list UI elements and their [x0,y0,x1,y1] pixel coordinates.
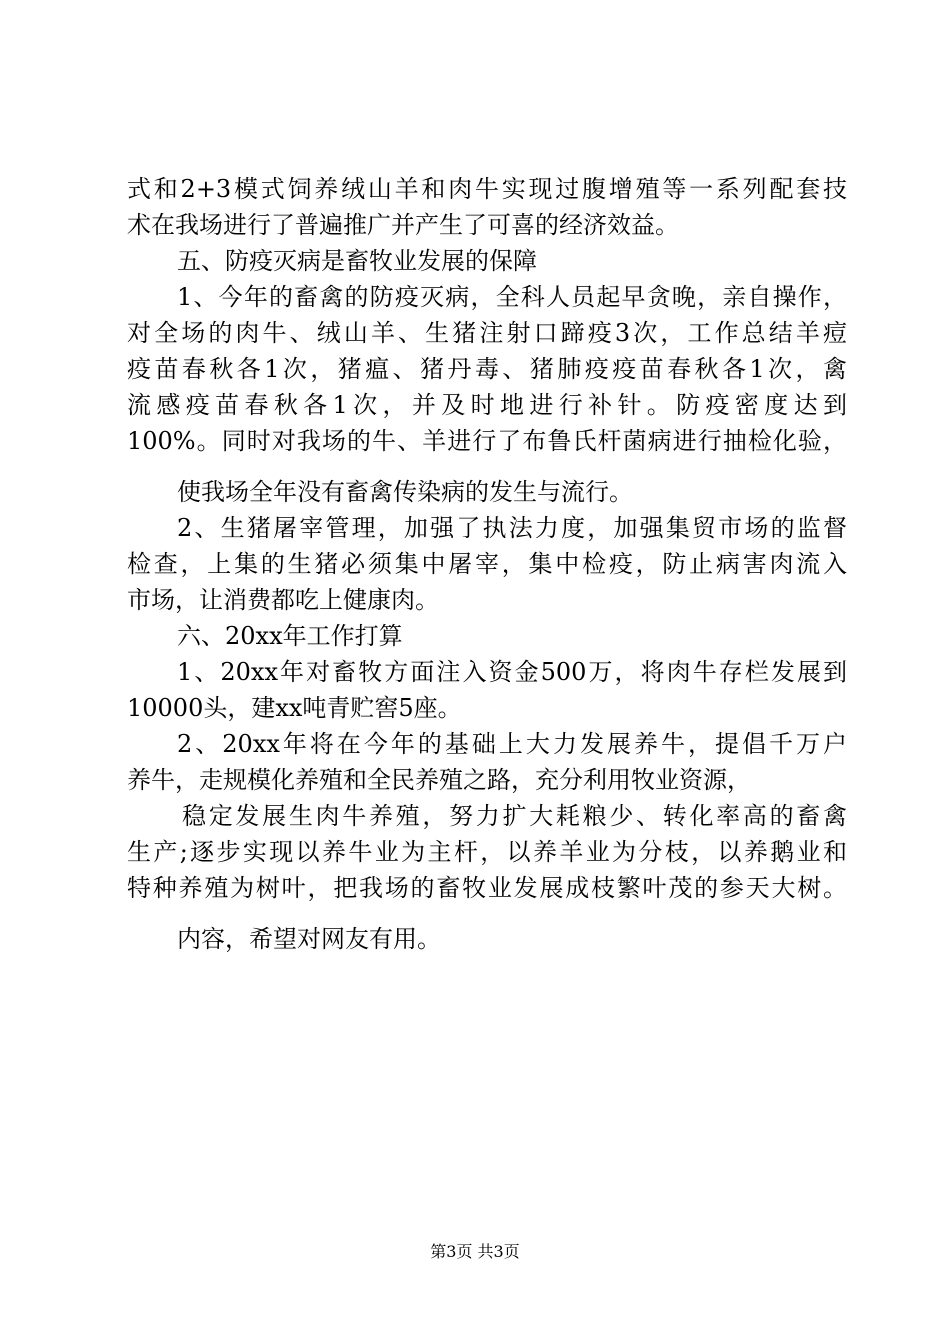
body-line: 养牛，走规模化养殖和全民养殖之路，充分利用牧业资源， [127,766,751,794]
body-line: 术在我场进行了普遍推广并产生了可喜的经济效益。 [127,211,679,239]
body-line: 对全场的肉牛、绒山羊、生猪注射口蹄疫3次，工作总结羊痘 [127,319,847,347]
body-line: 特种养殖为树叶，把我场的畜牧业发展成枝繁叶茂的参天大树。 [127,874,847,902]
body-line: 1、今年的畜禽的防疫灭病，全科人员起早贪晚，亲自操作， [177,283,847,311]
section-heading: 六、20xx年工作打算 [177,622,403,650]
body-line: 10000头，建xx吨青贮窖5座。 [127,694,462,722]
body-line: 市场，让消费都吃上健康肉。 [127,586,439,614]
body-line: 2、生猪屠宰管理，加强了执法力度，加强集贸市场的监督 [177,514,847,542]
body-line: 流感疫苗春秋各1次，并及时地进行补针。防疫密度达到 [127,391,847,419]
body-line: 检查，上集的生猪必须集中屠宰，集中检疫，防止病害肉流入 [127,550,847,578]
section-heading: 五、防疫灭病是畜牧业发展的保障 [177,247,537,275]
closing-line: 内容，希望对网友有用。 [177,925,441,953]
body-line: 生产;逐步实现以养牛业为主杆，以养羊业为分枝，以养鹅业和 [127,838,847,866]
body-line: 2、20xx年将在今年的基础上大力发展养牛，提倡千万户 [177,730,847,758]
body-line: 稳定发展生肉牛养殖，努力扩大耗粮少、转化率高的畜禽 [182,802,847,830]
body-line: 疫苗春秋各1次，猪瘟、猪丹毒、猪肺疫疫苗春秋各1次，禽 [127,355,847,383]
page-footer: 第3页 共3页 [430,1242,520,1261]
body-line: 100%。同时对我场的牛、羊进行了布鲁氏杆菌病进行抽检化验， [127,427,847,455]
body-line: 1、20xx年对畜牧方面注入资金500万，将肉牛存栏发展到 [177,658,847,686]
body-line: 使我场全年没有畜禽传染病的发生与流行。 [177,478,633,506]
body-line: 式和2+3模式饲养绒山羊和肉牛实现过腹增殖等一系列配套技 [127,175,847,203]
